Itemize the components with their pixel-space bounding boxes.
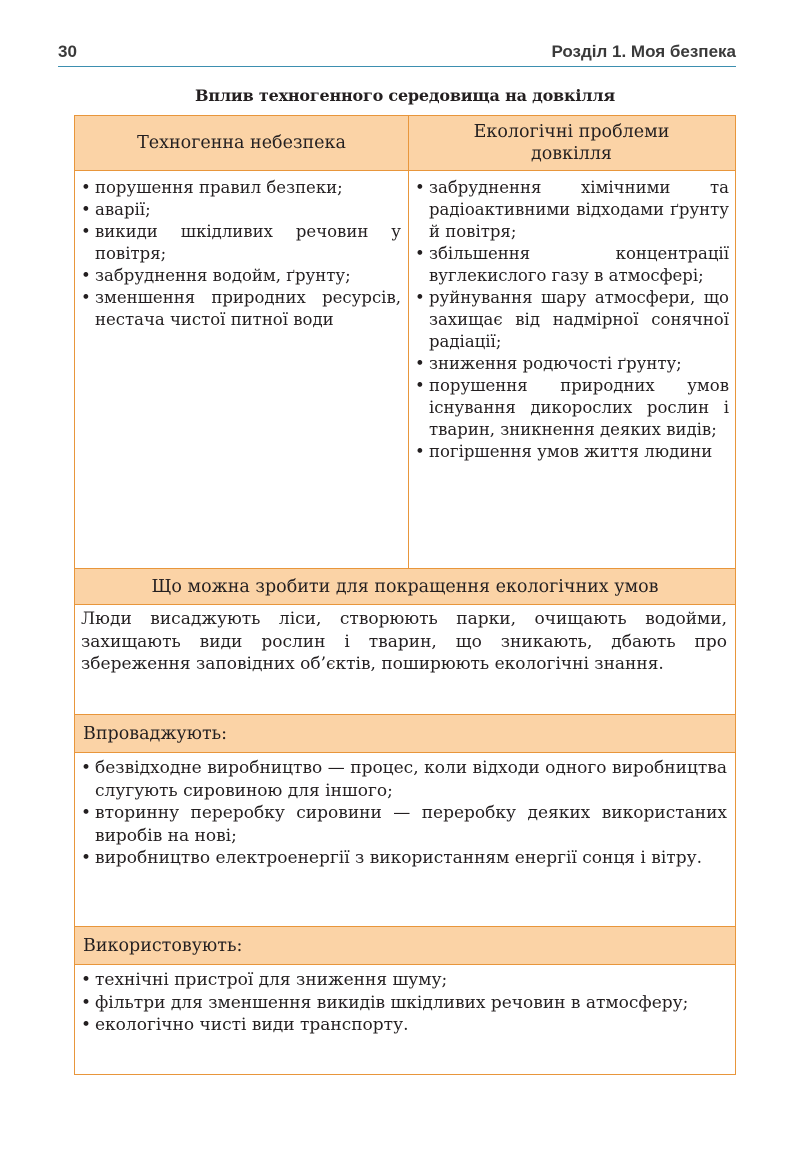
eco-problems-list bbox=[415, 177, 729, 463]
list-item: • екологічно чисті види транспорту. bbox=[81, 1014, 691, 1037]
list-item: • погіршення умов життя людини bbox=[415, 441, 729, 463]
use-header: Використовують: bbox=[75, 926, 735, 964]
implement-list bbox=[81, 757, 727, 870]
column-divider bbox=[408, 116, 409, 170]
list-item: • руйнування шару атмосфери, що захищає від надмірної сонячної радіації; bbox=[415, 287, 729, 353]
list-item: • виробництво електроенергії з використанням енергії сонця і вітру. bbox=[81, 847, 727, 870]
use-section bbox=[75, 964, 735, 1074]
column-header-row bbox=[75, 116, 735, 170]
two-column-body bbox=[75, 170, 735, 568]
hazard-list bbox=[81, 177, 401, 331]
list-item: • аварії; bbox=[81, 199, 401, 221]
list-item: • технічні пристрої для зниження шуму; bbox=[81, 969, 691, 992]
list-item: • забруднення хімічними та радіоактивними відходами ґрунту й повітря; bbox=[415, 177, 729, 243]
list-item: • викиди шкідливих речовин у повітря; bbox=[81, 221, 401, 265]
col1-header: Техногенна небезпека bbox=[137, 133, 346, 153]
column-divider bbox=[408, 171, 409, 569]
list-item: • порушення правил безпеки; bbox=[81, 177, 401, 199]
impact-table bbox=[74, 115, 736, 1075]
page-header bbox=[58, 40, 736, 67]
list-item: • фільтри для зменшення викидів шкідливих речовин в атмосферу; bbox=[81, 992, 691, 1015]
list-item: • забруднення водойм, ґрунту; bbox=[81, 265, 401, 287]
section-title: Розділ 1. Моя безпека bbox=[551, 42, 736, 61]
list-item: • зниження родючості ґрунту; bbox=[415, 353, 729, 375]
implement-header: Впроваджують: bbox=[75, 714, 735, 752]
list-item: • безвідходне виробництво — процес, коли відходи одного виробництва слугують сировиною для іншого; bbox=[81, 757, 727, 802]
col2-header: Екологічні проблеми довкілля bbox=[473, 122, 670, 164]
improve-header: Що можна зробити для покращення екологічних умов bbox=[75, 568, 735, 604]
list-item: • збільшення концентрації вуглекислого газу в атмосфері; bbox=[415, 243, 729, 287]
implement-section bbox=[75, 752, 735, 926]
use-list bbox=[81, 969, 691, 1037]
list-item: • вторинну переробку сировини — переробку деяких використаних виробів на нові; bbox=[81, 802, 727, 847]
table-title: Вплив техногенного середовища на довкілля bbox=[195, 86, 615, 105]
page-number: 30 bbox=[58, 42, 77, 61]
list-item: • порушення природних умов існування дикорослих рослин і тварин, зникнення деяких видів; bbox=[415, 375, 729, 441]
list-item: • зменшення природних ресурсів, нестача чистої питної води bbox=[81, 287, 401, 331]
improve-text: Люди висаджують ліси, створюють парки, очищають водойми, захищають види рослин і тварин, що зникають, дбають про збереження заповідних об’єктів, поширюють екологічні знання. bbox=[75, 604, 735, 714]
